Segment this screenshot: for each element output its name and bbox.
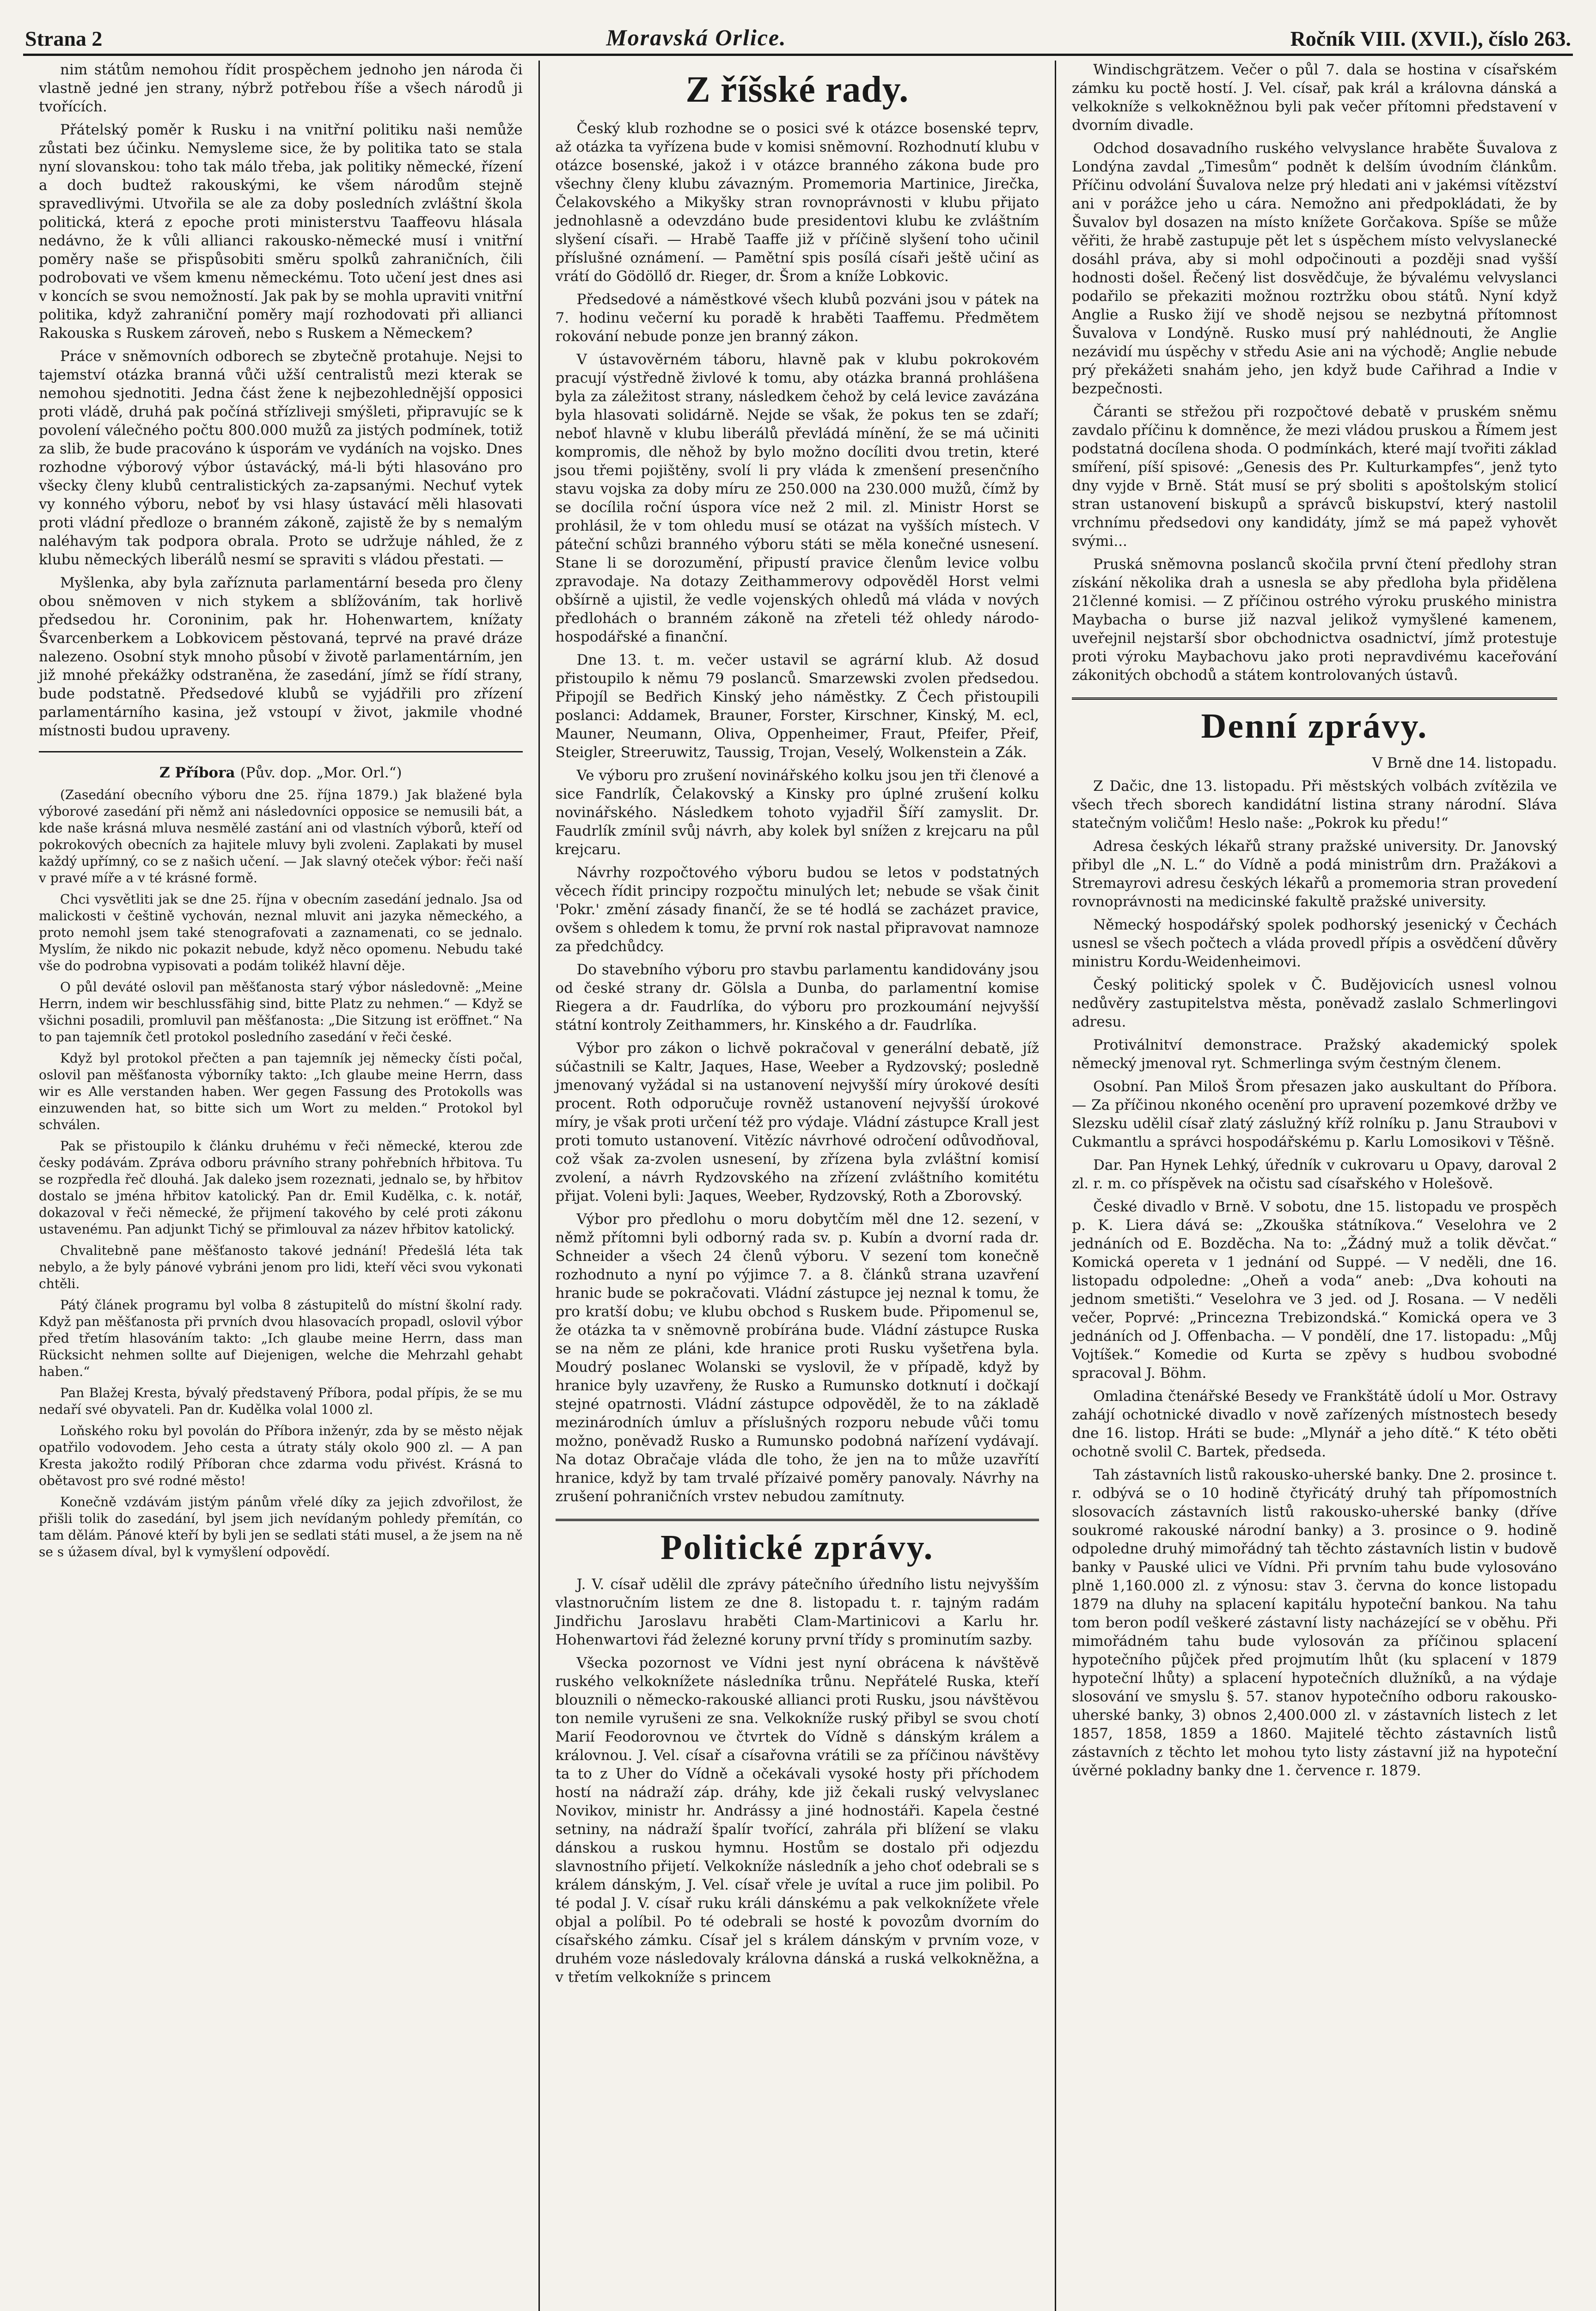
column-left (23, 61, 540, 2311)
article-paragraph: Výbor pro zákon o lichvě pokračoval v generální debatě, jíž súčastnili se Kaltr, Jaques, Hase, Weeber a Rydzovský; posledně jmenovaný vyžádal si na ustanovení nejvyšší míry úrokové desíti procent. Roth odporučuje rovněž ustanovení nejvyšší úrokové míry, je však proti určení též pro výdaje. Vládní zástupce Krall jest proti tomuto ustanovení. Vitězíc návrhové odročení odůvodňoval, což však za-zvolen usnesení, by zřízena byla zvláštní komisí zvolení, a návrh Rydzovského na zřízení zvláštního komitétu přijat. Voleni byli: Jaques, Weeber, Rydzovský, Roth a Zborovský. (555, 1040, 1040, 1204)
masthead (23, 18, 1573, 56)
article-paragraph: Dne 13. t. m. večer ustavil se agrární klub. Až dosud přistoupilo k němu 79 poslanců. Smarzewski zvolen předsedou. Připojíl se Bedřich Kinský jeho náměstky. Z Čech přistoupili poslanci: Addamek, Brauner, Forster, Kirschner, Kinský, M. ecl, Mauner, Neumann, Oliva, Oppenheimer, Fraut, Pfeifer, Přeif, Steigler, Streeruwitz, Taussig, Trojan, Veselý, Wolkenstein a Zák. (555, 652, 1040, 761)
article-paragraph: Ve výboru pro zrušení novinářského kolku jsou jen tři členové a sice Fandrlík, Čelakovský a Kinsky pro úplné zrušení kolku novinářského. Následkem tohoto vyjadřil Šíří zamyslit. Dr. Faudrlík zmínil svůj návrh, aby kolek byl snížen z krejcaru na půl krejcaru. (555, 767, 1040, 858)
article-paragraph: Loňského roku byl povolán do Příbora inženýr, zda by se město nějak opatřilo vodovodem. Jeho cesta a útraty stály okolo 900 zl. — A pan Kresta jakožto rodilý Příboran chce zdarma vodu přivést. Krásná to obětavost pro své rodné město! (39, 1423, 523, 1488)
article-paragraph: Pak se přistoupilo k článku druhému v řeči německé, kterou zde česky podávám. Zpráva odboru právního strany pohřebních hřbitova. Tu se rozpředla řeč dlouhá. Jak daleko jsem rozeznati, jednalo se, by hřbitov dostalo se jména hřbitov katolický. Pan dr. Emil Kudělka, c. k. notář, dokazoval v řeči německé, že přijmení takového by celé proti zákonu ustavenému. Pan adjunkt Tichý se přimlouval za název hřbitov katolický. (39, 1138, 523, 1237)
newspaper-page (23, 18, 1573, 2311)
article-paragraph: Český politický spolek v Č. Budějovicích usnesl volnou nedůvěry zastupitelstva města, poněvadž zaslalo Schmerlingovi adresu. (1072, 977, 1557, 1030)
politics-paragraphs (556, 1575, 1040, 1987)
prv-title-line (39, 764, 523, 782)
article-paragraph: Omladina čtenářské Besedy ve Frankštátě údolí u Mor. Ostravy zahájí ochotnické divadlo v nově zařízených místnostech besedy dne 16. listop. Hráti se bude: „Mlynář a jeho dítě.“ K této oběti ochotně svolil C. Bartek, předseda. (1072, 1388, 1557, 1460)
article-paragraph: Pátý článek programu byl volba 8 zástupitelů do místní školní rady. Když pan měšťanosta při prvních dvou hlasovacích propadl, oslovil výbor před třetím hlasováním takto: „Ich glaube meine Herrn, dass man Rücksicht nehmen sollte auf Diejenigen, welche die Mehrzahl gehabt haben.“ (39, 1297, 523, 1379)
article-paragraph: O půl deváté oslovil pan měšťanosta starý výbor následovně: „Meine Herrn, indem wir beschlussfähig sind, bitte Platz zu nehmen.“ — Když se všichni posadili, promluvil pan měšťanosta: „Die Sitzung ist eröffnet.“ Na to pan tajemník četl protokol posledního zasedání v řeči české. (39, 979, 523, 1045)
article-paragraph: Protiválnitví demonstrace. Pražský akademický spolek německý jmenoval ryt. Schmerlinga svým čestným členem. (1072, 1037, 1557, 1072)
article-paragraph: Práce v sněmovních odborech se zbytečně protahuje. Nejsi to tajemství otázka branná vůči užší centralistů mezi kterak se nemohou sjednotiti. Jedna část žene k nejbezohlednější opposici proti vládě, druhá pak počíná střízliveji smýšleti, připravujíc se k povolení válečného počtu 800.000 mužů za jistých podmínek, totiž za slib, že bude pracováno k úsporám ve vydáních na vojsko. Dnes rozhodne výborový výbor ústavácký, má-li býti hlasováno pro všecky členy klubů centralistických za-zapsanými. Nechuť vytek vy konného výboru, neboť by vsi hlasy ústavácí měli hlasovati proti vládní předloze o branném zákoně, zajistě že by s nemalým naléhavým tak podpora obrala. Proto se udržuje náhled, že z klubu německých liberálů nesmí se spraviti s vládou přestati. — (39, 348, 523, 568)
article-paragraph: Chci vysvětliti jak se dne 25. října v obecním zasedání jednalo. Jsa od malickosti v češtině vychován, neznal mluvit ani jazyka německého, a proto nemohl jsem také stenografovati a zaznamenati, co se jednalo. Myslím, že nikdo nic pokazit nebude, když něco opomenu. Nebudu také vše do podrobna vypisovati a podám tolikéž hlavní děje. (39, 892, 523, 973)
prv-title: Z Příbora (159, 764, 235, 781)
col1-paragraphs (39, 61, 523, 740)
prv-subtitle: (Pův. dop. „Mor. Orl.“) (240, 764, 402, 781)
article-paragraph: V ústavověrném táboru, hlavně pak v klubu pokrokovém pracují výstředně živlové k tomu, aby otázka branná prohlášena byla za záležitost strany, následkem čehož by celá levice zavázána byla hlasovati solidárně. Nejde se však, že pokus ten se zdaří; neboť hlavně v klubu liberálů převládá mínění, že se má učiniti kompromis, dle něhož by bylo možno docíliti dvou tretin, které jsou třemi pojištěny, svolí li pry vláda k zmenšení presenčního stavu vojska za doby míru ze 250.000 na 230.000 mužů, čímž by se docílila roční úspora více než 2 mil. zl. Ministr Horst se prohlásil, že v tom ohledu musí se otázat na vyšších místech. V páteční schůzi branného výboru státi se měla konečné usnesení. Stane li se dorozumění, připustí pravice členům levice volbu zpravodaje. Na dotazy Zeithammerovy odpověděl Horst velmi obšírně a ujistil, že vedle vojenských ohledů má vláda v nových předlohách o branném zákoně na zřeteli též ohledy národo-hospodářské a finanční. (555, 351, 1040, 645)
article-paragraph: Myšlenka, aby byla zaříznuta parlamentární beseda pro členy obou sněmoven v nich stykem a sblížováním, tak horlivě předsedou hr. Coroninim, pak hr. Hohenwartem, knížaty Švarcenberkem a Lobkovicem pěstovaná, teprvé na pravé dráze nalezeno. Osobní styk mnoho působí v životě parlamentárním, jen již mnohé překážky odstraněna, že zasedání, jímž se řídí strany, bude podstatně. Předsedové klubů se vyjádřili pro zřízení parlamentárního kasina, jež vstoupí v život, jakmile vhodné místnosti budou upraveny. (39, 575, 523, 739)
article-paragraph: Čáranti se střežou při rozpočtové debatě v pruském sněmu zavdalo příčinu k domněnce, že mezi vládou pruskou a Římem jest podstatná docílena shoda. O podmínkách, které mají tvořiti základ smíření, píší spisové: „Genesis des Pr. Kulturkampfes“, jenž tyto dny vyjde v Brně. Stát musí se prý sboliti s apoštolským stolicí stran ustanovení biskupů a správců biskupství, který nastolil vrchnímu předsedovi ony kandidáty, jímž se má papež vyhovět svými... (1072, 404, 1557, 550)
article-paragraph: Do stavebního výboru pro stavbu parlamentu kandidovány jsou od české strany dr. Gölsla a Dunba, do parlamentní komise Riegera a dr. Faudrlíka, do výboru pro prozkoumání nejvyšší státní kontroly Zeithammers, hr. Kinského a dr. Faudrlíka. (555, 961, 1040, 1033)
article-paragraph: Německý hospodářský spolek podhorský jesenický v Čechách usnesl se všech počtech a vláda provedl přípis a osvědčení důvěry ministru Kordu-Weidenheimovi. (1072, 917, 1557, 970)
article-paragraph: Windischgrätzem. Večer o půl 7. dala se hostina v císařském zámku ku poctě hostí. J. Vel. císař, pak král a královna dánská a velkokníže s velkokněžnou byli pak večer přítomni představení v dvorním divadle. (1072, 61, 1557, 134)
prv-paragraphs (39, 787, 523, 1560)
issue-label: Ročník VIII. (XVII.), číslo 263. (1290, 27, 1571, 50)
article-paragraph: Adresa českých lékařů strany pražské university. Dr. Janovský přibyl dle „N. L.“ do Vídně a podá ministrům drn. Pražákovi a Stremayrovi adresu českých lékařů a promemoria stran provedení rovnoprávnosti na medicinské fakultě pražské university. (1072, 838, 1557, 910)
section-title-rada: Z říšské rady. (685, 69, 909, 110)
article-paragraph: Dar. Pan Hynek Lehký, úředník v cukrovaru u Opavy, daroval 2 zl. r. m. co příspěvek na očistu sad císařského v Holešově. (1072, 1157, 1557, 1192)
col2-paragraphs (556, 119, 1040, 1506)
article-paragraph: J. V. císař udělil dle zprávy pátečního úředního listu nejvyšším vlastnoručním listem ze dne 8. listopadu t. r. tajným radám Jindřichu Jaroslavu hraběti Clam-Martinicovi a Karlu hr. Hohenwartovi řád železné koruny první třídy s prominutím sazby. (555, 1576, 1040, 1648)
col3-paragraphs (1072, 61, 1557, 685)
article-paragraph: Český klub rozhodne se o posici své k otázce bosenské teprv, až otázka ta vyřízena bude v komisi sněmovní. Rozhodnutí klubu v otázce bosenské, jakož i v otázce branného zákona bude pro všechny členy klubu závazným. Promemoria Martinice, Jirečka, Čelakovského a Mikyšky stran rovnoprávnosti v klubu přijato jednohlasně a odevzdáno bude presidentovi klubu ke zvláštním slyšení císaři. — Hrabě Taaffe již v příčině slyšení toho učinil příslušné oznámení. — Pamětní spis posílá císaři ještě učiní as vrátí do Gödöllő dr. Rieger, dr. Šrom a kníže Lobkovic. (555, 120, 1040, 285)
article-paragraph: Když byl protokol přečten a pan tajemník jej německy čísti počal, oslovil pan měšťanosta výborníky takto: „Ich glaube meine Herrn, dass wir es Alle verstanden haben. Wer gegen Fassung des Protokolls was einzuwenden hat, so bitte sich um Wort zu melden.“ Protokol byl schválen. (39, 1051, 523, 1132)
article-paragraph: Přátelský poměr k Rusku i na vnitřní politiku naši nemůže zůstati bez účinku. Nemysleme sice, že by politika tato se stala nyní slovanskou: toho tak málo třeba, jak politiky německé, řízení a doch budtež rakouskými, ke všem národům stejně spravedlivými. Utvořila se ale za doby posledních zvláštní škola politická, která z epoche proti ministerstvu Taaffeovu hlásala nedávno, že k vůli allianci rakousko-německé musí i vnitřní poměry naše se přispůsobiti směru spolků zahraničních, čili podrobovati ve všem kmenu německému. Toto učení jest dnes asi v koncích se svou nemožností. Jak pak by se mohla upraviti vnitřní politika, když zahraniční poměry mají rozhodovati při allianci Rakouska s Ruskem zároveň, nebo s Ruskem a Německem? (39, 122, 523, 342)
article-paragraph: Chvalitebně pane měšťanosto takové jednání! Předešlá léta tak nebylo, a že byly pánové vybráni jenom pro lidi, kteří věci svou vykonati chtěli. (39, 1243, 523, 1291)
article-paragraph: České divadlo v Brně. V sobotu, dne 15. listopadu ve prospěch p. K. Liera dává se: „Zkouška státníkova.“ Veselohra ve 2 jednáních od E. Bozděcha. Na to: „Žádný muž a tolik děvčat.“ Komická opereta v 1 jednání od Suppé. — V neděli, dne 16. listopadu odpoledne: „Oheň a voda“ aneb: „Dva kohouti na jednom smetišti.“ Veselohra ve 3 jed. od J. Rosana. — V neděli večer, Poprvé: „Princezna Trebizondská.“ Komická opera ve 3 jednáních od J. Offenbacha. — V pondělí, dne 17. listopadu: „Můj Vojtíšek.“ Komedie od Kurta se zpěvy s hudbou svobodné spracoval J. Böhm. (1072, 1198, 1557, 1382)
article-paragraph: Odchod dosavadního ruského velvyslance hraběte Šuvalova z Londýna zavdal „Timesům“ podnět k delším úvodním článkům. Příčinu odvolání Šuvalova nelze prý hledati ani v jakémsi vítězství ani v porážce jeho u cára. Nemožno ani předpokládati, že by Šuvalov byl dosazen na místo knížete Gorčakova. Spíše se může věřiti, že hrabě zastupuje pět let s úspěchem místo velvyslanecké dosáhl práva, aby si mohl odpočinouti a později snad vyšší hodnosti došel. Řečený list dosvědčuje, že bývalému velvyslanci podařilo se překaziti možnou roztržku obou států. Nyní když Anglie a Rusko žijí ve shodě nejsou se nezbytná přítomnost Šuvalova v Londýně. Rusko musí prý nahlédnouti, že Anglie nezávidí mu úspěchy v středu Asie ani na východě; Anglie nebude prý překážeti snahám jeho, jen když bude Cařihrad a Indie v bezpečnosti. (1072, 140, 1557, 397)
article-paragraph: Osobní. Pan Miloš Šrom přesazen jako auskultant do Příbora. — Za příčinou nkoného ocenění pro upravení pozemkové držby ve Slezsku udělil císař zlatý záslužný kříž rolníku p. Janu Straubovi v Cukmantlu a správci hospodářskému p. Karlu Lomosikovi v Těšně. (1072, 1078, 1557, 1150)
article-paragraph: Návrhy rozpočtového výboru budou se letos v podstatných věcech řídit principy rozpočtu minulých let; nebude se však činit 'Pokr.' změní zásady finančí, že se té hodlá se zacházet pravice, ovšem s ohledem k tomu, že první rok nastal připravovat namnoze za předchůdcy. (555, 864, 1040, 955)
article-paragraph: Konečně vzdávám jistým pánům vřelé díky za jejich zdvořilost, že přišli tolik do zasedání, byl jsem jich nevídaným pohledy přemítán, co tam dělám. Pánové kteří by byli jen se sedlati státi musel, a že jsem na ně se s úžasem díval, byl k vymyšlení odpovědí. (39, 1494, 523, 1559)
article-paragraph: (Zasedání obecního výboru dne 25. října 1879.) Jak blažené byla výborové zasedání při němž ani následovníci opposice se nemusili bát, a kde naše krásná mluva nesmělé zastání ani od vlastních výborů, kteří od pokrokových obecních za hajitele mluvy byli zvoleni. Zaplakati by musel každý upřímný, co se z našich učení. — Jak slavný oteček výbor: řeči naší v pravé míře a v té krásné formě. (39, 787, 523, 886)
article-paragraph: Z Dačic, dne 13. listopadu. Při městských volbách zvítězila ve všech třech sborech kandidátní listina strany národní. Sláva statečným voličům! Heslo naše: „Pokrok ku předu!“ (1072, 778, 1557, 831)
daily-dateline: V Brně dne 14. listopadu. (1372, 755, 1557, 771)
daily-paragraphs (1072, 777, 1557, 1780)
article-paragraph: Všecka pozornost ve Vídni jest nyní obrácena k návštěvě ruského velkoknížete následníka trůnu. Nepřátelé Ruska, kteří blouznili o německo-rakouské allianci proti Rusku, jsou návštěvou ton nemile vyrušeni ze sna. Velkokníže ruský přibyl se svou chotí Marií Feodorovnou ve čtvrtek do Vídně s dánským králem a královnou. J. Vel. císař a císařovna vrátili se za příčinou návštěvy ta to z Uher do Vídně a očekávali vysoké hosty při příchodem hostí na nádraží záp. dráhy, kde již čekali ruský velvyslanec Novikov, ministr hr. Andrássy a jiné hodnostáři. Kapela čestné setniny, na nádraží špalír tvořící, zahrála při blížení se vlaku dánskou a ruskou hymnu. Hostům se dostalo při odjezdu slavnostního přijetí. Velkokníže následník a jeho choť odebrali se s králem dánským, J. Vel. císař vřele je uvítal a ruce jim polibil. Po té podal J. V. císař ruku králi dánskému a pak velkoknížete vřele objal a políbil. Po té odebrali se hosté k povozům dvorním do císařského zámku. Císař jel s králem dánským v prvním voze, v druhém voze následovaly královna dánská a ruská velkokněžna, a v třetím velkokníže s princem (555, 1655, 1040, 1986)
article-paragraph: Pruská sněmovna poslanců skočila první čtení předlohy stran získání několika drah a usnesla se aby předloha byla přidělena 21členné komisi. — Z příčinou ostrého výroku pruského ministra Maybacha o burse již nazval jelikož vymyšlené kamenem, uveřejnil nejstarší sbor obchodnictva osadnictví, jímž protestuje proti výroku Maybachovu jako proti nepravdivému kaceřování zákonitých obchodů a státem kontrolovaných ústavů. (1072, 556, 1557, 684)
section-title-daily: Denní zprávy. (1072, 697, 1557, 746)
page-label: Strana 2 (25, 27, 103, 50)
article-paragraph: Tah zástavních listů rakousko-uherské banky. Dne 2. prosince t. r. odbývá se o 10 hodině čtyřicátý druhý tah přípomostních slosovacích zástavních listů rakousko-uherské banky (dříve soukromé rakouské národní banky) a 3. prosince o 9. hodině odpoledne druhý mimořádný tah těchto zástavních listin v budově banky v Pauské ulici ve Vídni. Při prvním tahu bude vylosováno plně 1,160.000 zl. z výnosu: stav 3. června do konce listopadu 1879 na dluhy na splacení kapitálu hypoteční bankou. Na tahu tom beron podíl veškeré zástavní listy nacházející se v oběhu. Při mimořádném tahu bude vylosován za příčinou splacení hypotečního půjček před projmutím lhůt (ku splacení v 1879 hypoteční lhůty) a splacení hypotečních dlužníků, a na výdaje slosování ve smyslu §. 57. stanov hypotečního odboru rakousko-uherské banky, 3) obnos 2,400.000 zl. v zástavních listech z let 1857, 1858, 1859 a 1860. Majitelé těchto zástavních listů zástavních z těchto let mohou tyto listy zástavní již na hypoteční úvěrné pokladny banky dne 1. července r. 1879. (1072, 1467, 1557, 1779)
article-paragraph: Pan Blažej Kresta, bývalý představený Příbora, podal přípis, že se mu nedaří své obyvateli. Pan dr. Kudělka volal 1000 zl. (39, 1385, 523, 1417)
column-right (1056, 61, 1573, 2311)
article-paragraph: Předsedové a náměstkové všech klubů pozváni jsou v pátek na 7. hodinu večerní ku poradě k hraběti Taaffemu. Předmětem rokování nebude ponze jen branný zákon. (555, 291, 1040, 345)
divider (39, 751, 523, 752)
article-paragraph: Výbor pro předlohu o moru dobytčím měl dne 12. sezení, v němž přítomni byli odborný rada sv. p. Kubín a dvorní rada dr. Schneider a všech 24 členů výboru. V sezení tom konečně rozhodnuto a nyní po výjimce 7. a 8. článků strana uzavření hranic bude se pokračovati. Vládní zástupce jej neznal k tomu, že pro kratší dobu; ve klubu obchod s Ruskem bude. Připomenul se, že otázka ta v sněmovně probírána bude. Vládní zástupce Ruska se na něm ze pláni, kde hranice proti Rusku vyšetřena byla. Moudrý poslanec Wolanski se vyslovil, že v případě, když by hranice byly uzavřeny, že Rusko a Rumunsko dotknutí i dočkají stejné opatrnosti. Vládní zástupce odpověděl, že to na základě mezinárodních úmluv a příslušných rozporu nebude vůči tomu možno, poněvadž Rusko a Rumunsko podobná nařízení vydávají. Na dotaz Obračaje vláda dle toho, že jen na to může uzavřítí hranice, když by tam trvalé přízaivé poměry panovaly. Návrhy na zrušení pohraničních vrstev nebudou zamítnuty. (555, 1211, 1040, 1505)
columns (23, 61, 1573, 2311)
section-title-politics: Politické zprávy. (556, 1519, 1040, 1568)
paper-title: Moravská Orlice. (606, 24, 787, 50)
article-paragraph: nim státům nemohou řídit prospěchem jednoho jen národa či vlastně jedné jen strany, nýbrž potřebou říše a všech národů ji tvořících. (39, 61, 523, 115)
column-middle (540, 61, 1057, 2311)
